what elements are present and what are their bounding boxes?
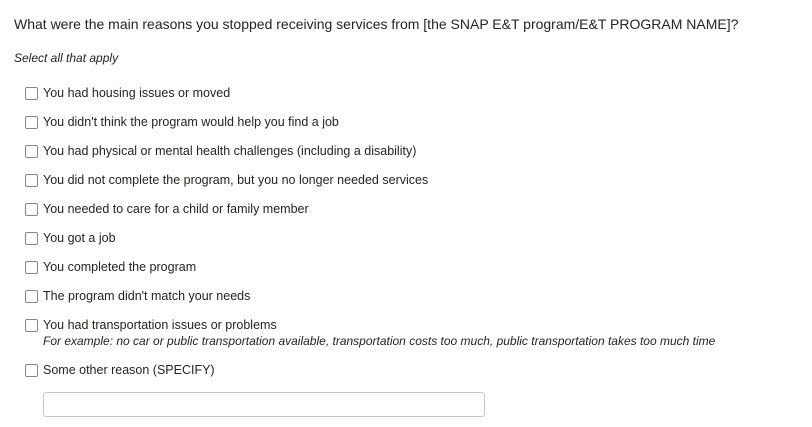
option-got-a-job[interactable] — [25, 231, 798, 246]
option-label: You had physical or mental health challenges (including a disability) — [43, 143, 417, 158]
option-label: You did not complete the program, but you no longer needed services — [43, 172, 429, 187]
option-transportation-note: For example: no car or public transportation available, transportation costs too much, public transportation takes too much time — [43, 333, 716, 348]
option-label: You had transportation issues or problems — [43, 317, 277, 332]
option-label: You didn't think the program would help you find a job — [43, 114, 339, 129]
option-label: You completed the program — [43, 259, 197, 274]
checkbox[interactable] — [25, 145, 38, 158]
options-list — [14, 86, 798, 417]
checkbox[interactable] — [25, 364, 38, 377]
checkbox[interactable] — [25, 203, 38, 216]
option-program-not-help[interactable] — [25, 115, 798, 130]
checkbox[interactable] — [25, 116, 38, 129]
option-didnt-match-needs[interactable] — [25, 289, 798, 304]
option-transportation[interactable] — [25, 318, 798, 333]
checkbox[interactable] — [25, 232, 38, 245]
option-some-other-reason[interactable] — [25, 363, 798, 378]
option-label: You had housing issues or moved — [43, 85, 231, 100]
specify-other-input[interactable] — [43, 392, 485, 417]
option-label: You got a job — [43, 230, 116, 245]
option-label: You needed to care for a child or family member — [43, 201, 309, 216]
option-no-longer-needed[interactable] — [25, 173, 798, 188]
option-completed-program[interactable] — [25, 260, 798, 275]
option-health-challenges[interactable] — [25, 144, 798, 159]
checkbox[interactable] — [25, 261, 38, 274]
checkbox[interactable] — [25, 87, 38, 100]
option-label: The program didn't match your needs — [43, 288, 251, 303]
option-housing[interactable] — [25, 86, 798, 101]
option-label: Some other reason (SPECIFY) — [43, 362, 215, 377]
question-instruction: Select all that apply — [14, 50, 119, 65]
option-care-for-family[interactable] — [25, 202, 798, 217]
checkbox[interactable] — [25, 290, 38, 303]
checkbox[interactable] — [25, 174, 38, 187]
checkbox[interactable] — [25, 319, 38, 332]
question-title: What were the main reasons you stopped receiving services from [the SNAP E&T program/E&T PROGRAM NAME]? — [14, 16, 739, 32]
